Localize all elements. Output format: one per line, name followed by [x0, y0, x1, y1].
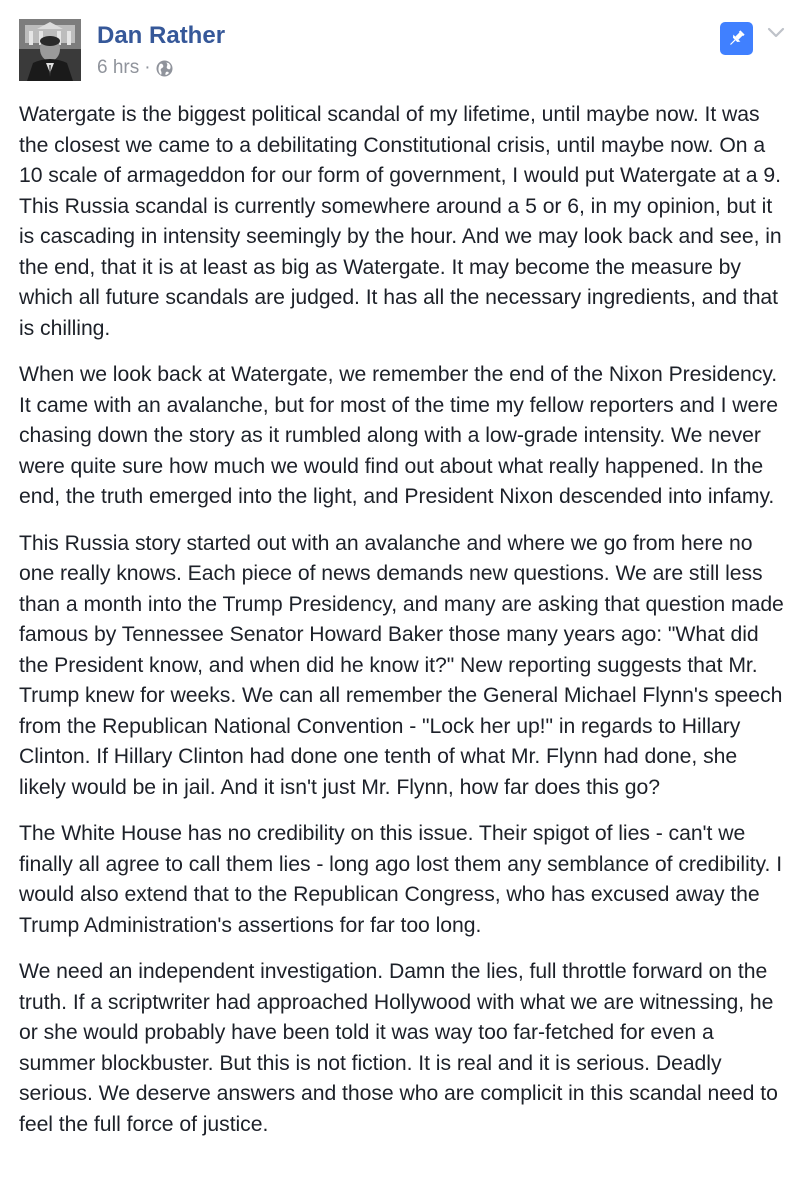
globe-icon[interactable] — [156, 60, 173, 77]
profile-photo — [19, 19, 81, 81]
post-body — [19, 100, 789, 1156]
post-meta — [97, 56, 173, 80]
avatar[interactable] — [19, 19, 81, 81]
post-header — [0, 0, 804, 95]
pin-icon — [726, 28, 747, 49]
chevron-down-icon[interactable] — [766, 26, 786, 40]
post-paragraph: This Russia story started out with an avalanche and where we go from here no one really knows. Each piece of news demands new questions. We are still less than a month into the Trump Presidency, and many are asking that question made famous by Tennessee Senator Howard Baker those many years ago: "What did the President know, and when did he know it?" New reporting suggests that Mr. Trump knew for weeks. We can all remember the General Michael Flynn's speech from the Republican National Convention - "Lock her up!" in regards to Hillary Clinton. If Hillary Clinton had done one tenth of what Mr. Flynn had done, she likely would be in jail. And it isn't just Mr. Flynn, how far does this go? — [19, 531, 784, 799]
meta-separator: · — [144, 57, 151, 78]
timestamp-link[interactable]: 6 hrs — [97, 57, 140, 78]
post-paragraph: We need an independent investigation. Damn the lies, full throttle forward on the truth. If a scriptwriter had approached Hollywood with what we are witnessing, he or she would probably have been told it was way too far-fetched for even a summer blockbuster. But this is not fiction. It is real and it is serious. Deadly serious. We deserve answers and those who are complicit in this scandal need to feel the full force of justice. — [19, 960, 778, 1136]
post-paragraph: Watergate is the biggest political scandal of my lifetime, until maybe now. It was the closest we came to a debilitating Constitutional crisis, until maybe now. On a 10 scale of armageddon for our form of government, I would put Watergate at a 9. This Russia scandal is currently somewhere around a 5 or 6, in my opinion, but it is cascading in intensity seemingly by the hour. And we may look back and see, in the end, that it is at least as big as Watergate. It may become the measure by which all future scandals are judged. It has all the necessary ingredients, and that is chilling. — [19, 103, 782, 340]
pin-button[interactable] — [720, 22, 753, 55]
post-paragraph: The White House has no credibility on this issue. Their spigot of lies - can't we finally all agree to call them lies - long ago lost them any semblance of credibility. I would also extend that to the Republican Congress, who has excused away the Trump Administration's assertions for far too long. — [19, 822, 783, 937]
post-paragraph: When we look back at Watergate, we remember the end of the Nixon Presidency. It came with an avalanche, but for most of the time my fellow reporters and I were chasing down the story as it rumbled along with a low-grade intensity. We never were quite sure how much we would find out about what really happened. In the end, the truth emerged into the light, and President Nixon descended into infamy. — [19, 363, 778, 508]
author-name-link[interactable]: Dan Rather — [97, 22, 226, 49]
